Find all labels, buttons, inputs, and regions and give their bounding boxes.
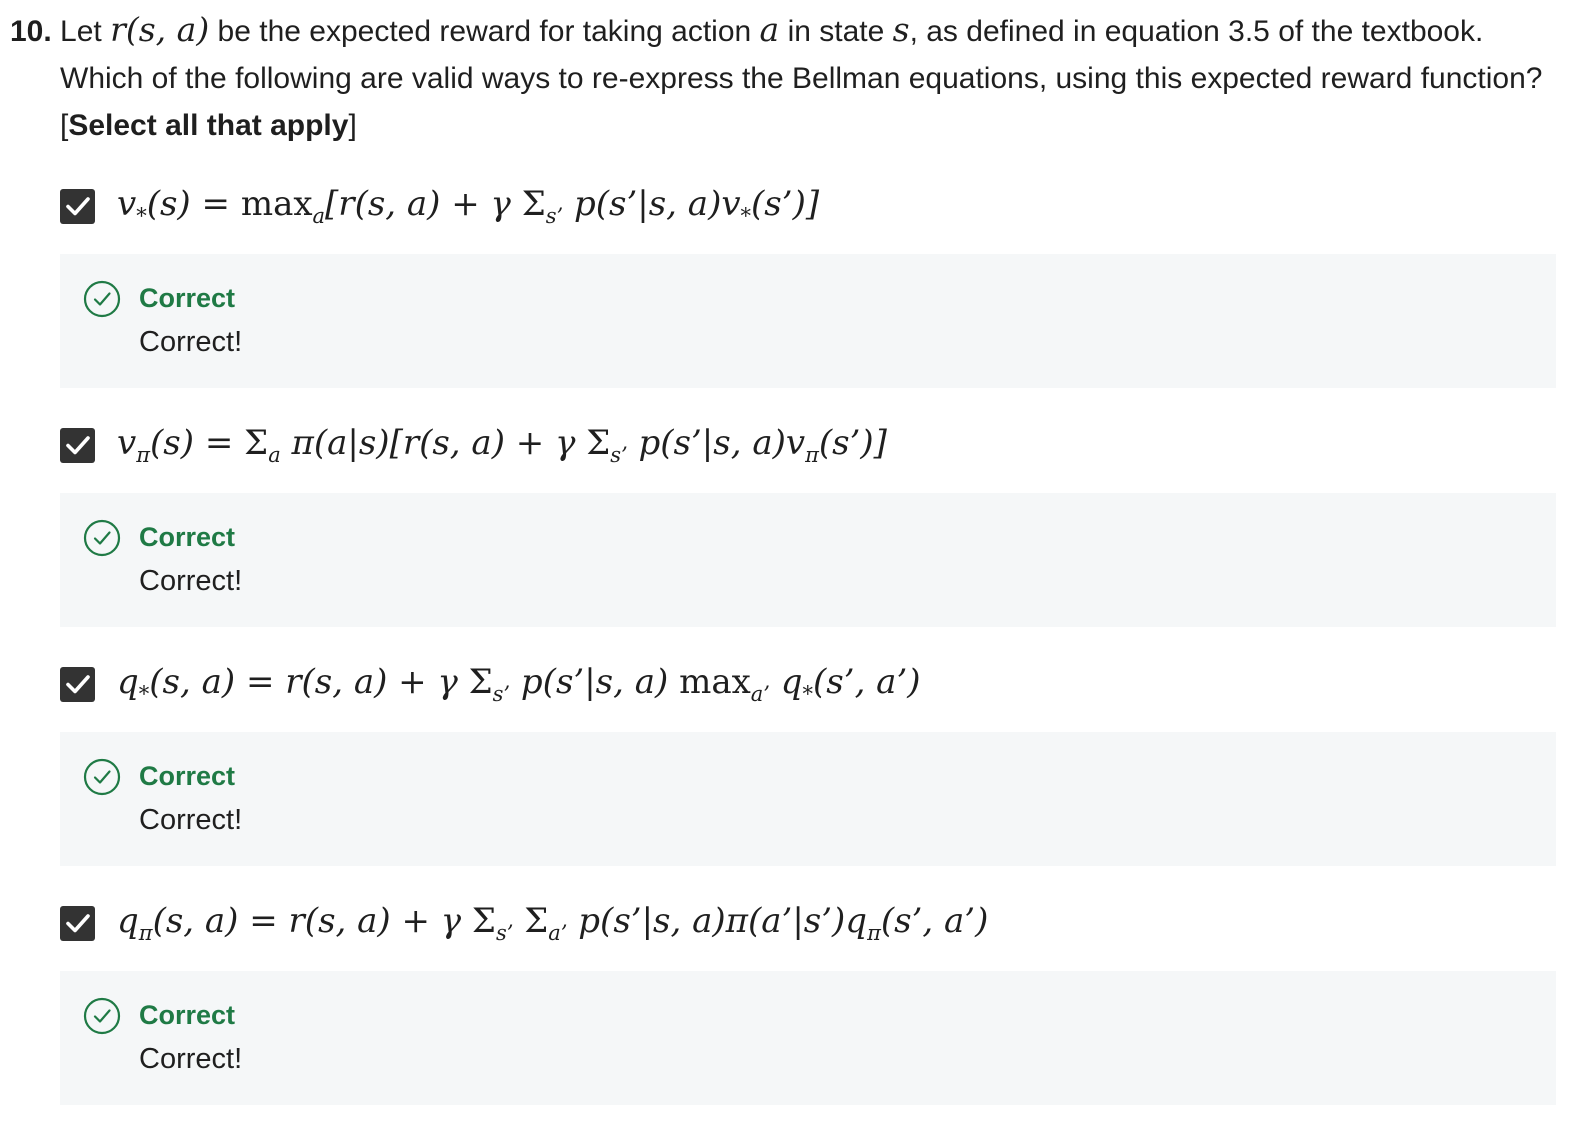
- option-checkbox[interactable]: [60, 189, 95, 224]
- option-2[interactable]: [60, 419, 887, 471]
- option-equation: $v_\pi(s) = \Sigma_a$ π(a|s)[r(s, a) + γ $\Sigma_{s’}$ p(s’|s, $a)v_\pi(s’)$]: [117, 423, 887, 467]
- feedback-title: Correct: [139, 761, 236, 791]
- option-checkbox[interactable]: [60, 428, 95, 463]
- question-text-part: be the expected reward for taking action: [209, 15, 760, 48]
- check-circle-icon: [83, 280, 121, 318]
- option-4[interactable]: [60, 897, 988, 949]
- question-number: 10.: [10, 15, 52, 48]
- checkmark-icon: [65, 432, 91, 458]
- feedback-text: Correct!: [139, 326, 243, 358]
- feedback-title: Correct: [139, 522, 236, 552]
- math-r-sa: r(s, a): [110, 10, 210, 49]
- checkmark-icon: [65, 910, 91, 936]
- check-circle-icon: [83, 758, 121, 796]
- option-equation: $q_\pi(s$, a) = r(s, a) + γ $\Sigma_{s’}$ $\Sigma_{a’}$ p(s’|s, $a)\pi(a’|s’)q_\pi(s$’, a’): [117, 901, 989, 945]
- feedback-title: Correct: [139, 283, 236, 313]
- option-1[interactable]: [60, 180, 819, 232]
- feedback-panel: [60, 732, 1556, 866]
- feedback-text: Correct!: [139, 804, 243, 836]
- checkmark-icon: [65, 193, 91, 219]
- checkmark-icon: [65, 671, 91, 697]
- feedback-panel: [60, 971, 1556, 1105]
- feedback-title: Correct: [139, 1000, 236, 1030]
- feedback-panel: [60, 493, 1556, 627]
- option-checkbox[interactable]: [60, 667, 95, 702]
- option-checkbox[interactable]: [60, 906, 95, 941]
- check-circle-icon: [83, 519, 121, 557]
- option-equation: $q_*(s$, a) = r(s, a) + γ $\Sigma_{s’}$ p(s’|s, a) $\max_{a’} q_*(s$’, a’): [117, 662, 921, 706]
- question-text-part: Let: [51, 15, 111, 48]
- bracket-close: ]: [348, 109, 357, 142]
- feedback-text: Correct!: [139, 565, 243, 597]
- bracket-open: [: [60, 109, 69, 142]
- question-prompt: [10, 6, 1570, 149]
- question-text-part: in state: [779, 15, 893, 48]
- math-a: a: [759, 10, 780, 49]
- feedback-text: Correct!: [139, 1043, 243, 1075]
- math-s: s: [892, 10, 910, 49]
- select-all-label: Select all that apply: [68, 109, 349, 142]
- feedback-panel: [60, 254, 1556, 388]
- question-text-part: , as defined in equation 3.5 of the textbook.: [909, 15, 1484, 48]
- question-instruction: [10, 102, 1570, 149]
- option-3[interactable]: [60, 658, 921, 710]
- option-equation: $v_*(s) = \max_a[r(s$, a) + γ $\Sigma_{s’}$ p(s’|s, $a)v_*(s’)$]: [117, 184, 820, 228]
- question-line-2: Which of the following are valid ways to re-express the Bellman equations, using this expected reward function?: [60, 62, 1543, 95]
- check-circle-icon: [83, 997, 121, 1035]
- question-line-1: [10, 6, 1570, 55]
